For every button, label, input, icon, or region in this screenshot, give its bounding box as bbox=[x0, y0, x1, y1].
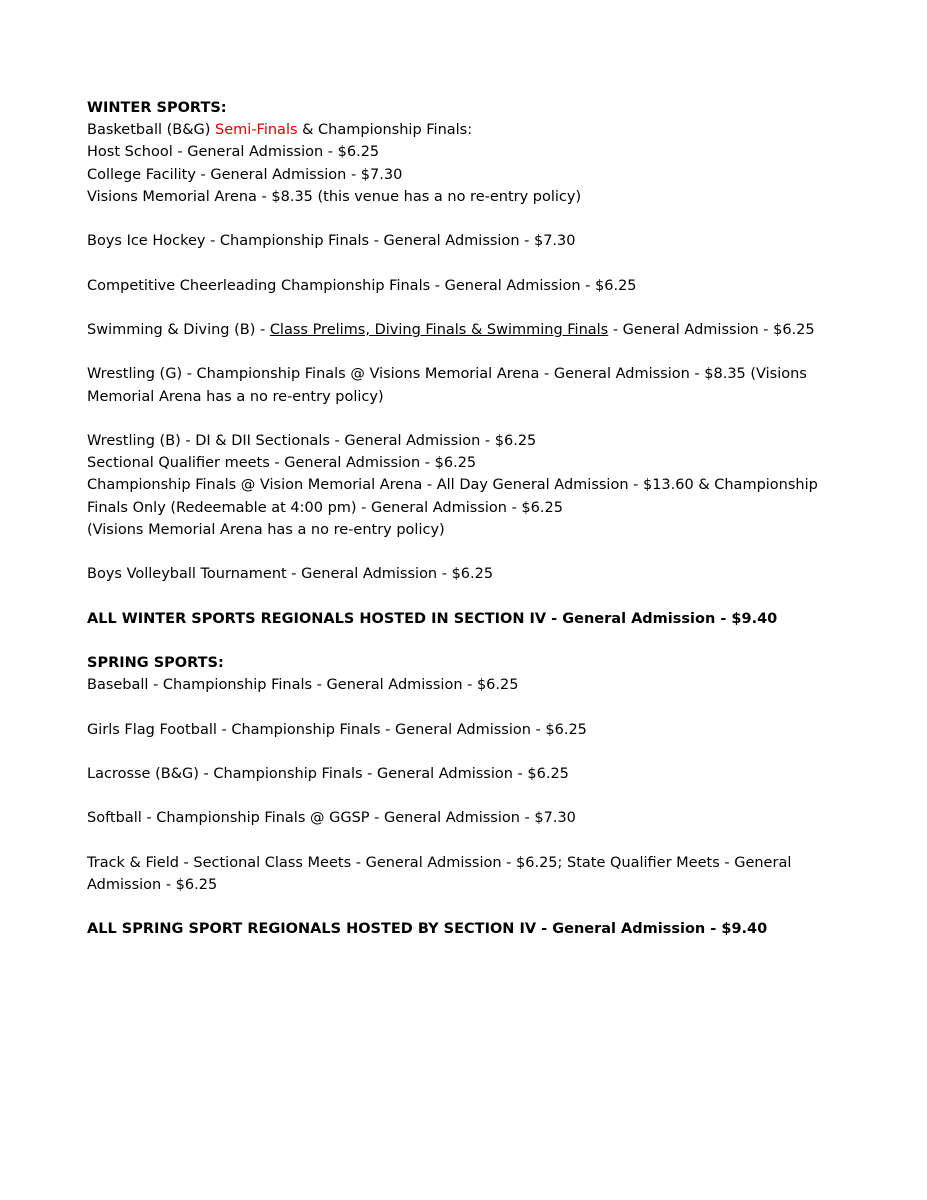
spring-heading: SPRING SPORTS: bbox=[87, 654, 224, 671]
cheerleading-line: Competitive Cheerleading Championship Finals - General Admission - $6.25 bbox=[87, 277, 637, 294]
spring-regionals-line: ALL SPRING SPORT REGIONALS HOSTED BY SECTION IV - General Admission - $9.40 bbox=[87, 921, 768, 938]
document-page bbox=[87, 97, 847, 941]
wrestling-boys-policy: (Visions Memorial Arena has a no re-entry policy) bbox=[87, 521, 445, 538]
basketball-college-facility: College Facility - General Admission - $7.30 bbox=[87, 166, 403, 183]
swimming-suffix: - General Admission - $6.25 bbox=[608, 321, 815, 338]
winter-heading: WINTER SPORTS: bbox=[87, 100, 227, 116]
basketball-suffix: & Championship Finals: bbox=[297, 122, 473, 139]
basketball-host-school: Host School - General Admission - $6.25 bbox=[87, 144, 380, 161]
wrestling-boys-sectionals: Wrestling (B) - DI & DII Sectionals - General Admission - $6.25 bbox=[87, 432, 537, 449]
wrestling-girls-line: Wrestling (G) - Championship Finals @ Visions Memorial Arena - General Admission - $8.35 (Visions Memorial Arena has a no re-entry policy) bbox=[87, 366, 807, 405]
wrestling-boys-qualifier: Sectional Qualifier meets - General Admission - $6.25 bbox=[87, 455, 477, 472]
lacrosse-line: Lacrosse (B&G) - Championship Finals - General Admission - $6.25 bbox=[87, 765, 569, 782]
wrestling-boys-finals: Championship Finals @ Vision Memorial Arena - All Day General Admission - $13.60 & Championship Finals Only (Redeemable at 4:00 pm) - General Admission - $6.25 bbox=[87, 477, 818, 516]
volleyball-line: Boys Volleyball Tournament - General Admission - $6.25 bbox=[87, 566, 494, 583]
flag-football-line: Girls Flag Football - Championship Finals - General Admission - $6.25 bbox=[87, 721, 587, 738]
swimming-prefix: Swimming & Diving (B) - bbox=[87, 321, 270, 338]
basketball-prefix: Basketball (B&G) bbox=[87, 122, 216, 139]
softball-line: Softball - Championship Finals @ GGSP - General Admission - $7.30 bbox=[87, 810, 576, 827]
basketball-title bbox=[87, 119, 847, 141]
semi-finals-highlight: Semi-Finals bbox=[215, 122, 298, 139]
ice-hockey-line: Boys Ice Hockey - Championship Finals - General Admission - $7.30 bbox=[87, 233, 576, 250]
swimming-line bbox=[87, 319, 847, 341]
swimming-underlined: Class Prelims, Diving Finals & Swimming Finals bbox=[269, 321, 609, 338]
baseball-line: Baseball - Championship Finals - General Admission - $6.25 bbox=[87, 677, 519, 694]
basketball-visions-arena: Visions Memorial Arena - $8.35 (this venue has a no re-entry policy) bbox=[87, 188, 582, 205]
winter-regionals-line: ALL WINTER SPORTS REGIONALS HOSTED IN SECTION IV - General Admission - $9.40 bbox=[87, 610, 778, 627]
track-field-line: Track & Field - Sectional Class Meets - General Admission - $6.25; State Qualifier Meets - General Admission - $6.25 bbox=[87, 854, 792, 893]
